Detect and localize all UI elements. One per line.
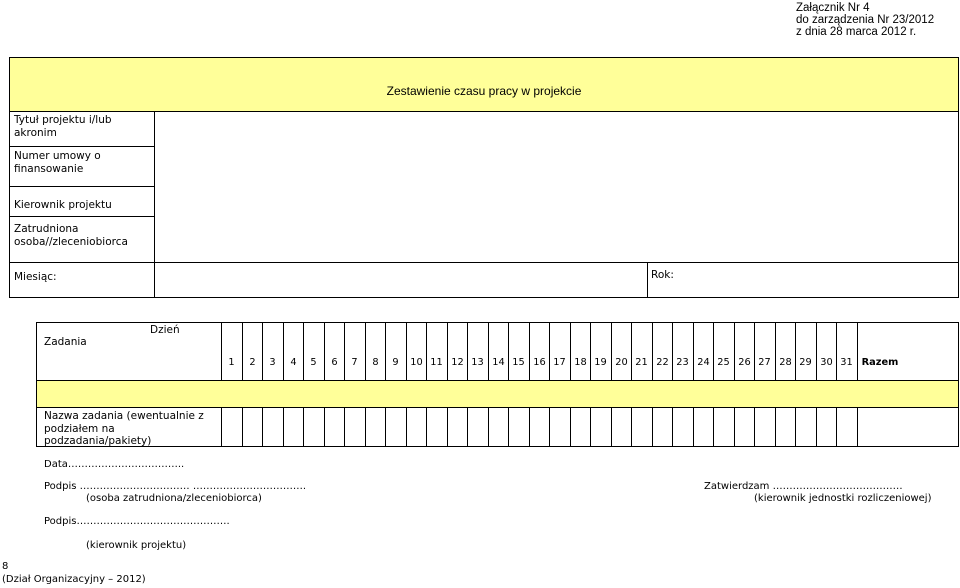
day-column-divider — [795, 322, 796, 380]
day-column-divider — [385, 407, 386, 447]
day-number-31: 31 — [840, 357, 853, 368]
project-title-label: Tytuł projektu i/lub akronim — [14, 114, 112, 139]
day-column-divider — [385, 322, 386, 380]
day-column-divider — [324, 322, 325, 380]
date-line: Data…………………………….. — [44, 459, 185, 470]
day-column-divider — [631, 407, 632, 447]
tasks-header: Zadania — [44, 336, 87, 348]
day-column-divider — [836, 322, 837, 380]
day-column-divider — [693, 407, 694, 447]
day-number-10: 10 — [410, 357, 423, 368]
day-number-9: 9 — [392, 357, 399, 368]
day-column-divider — [590, 322, 591, 380]
day-column-divider — [406, 322, 407, 380]
day-column-divider — [344, 322, 345, 380]
day-column-divider — [836, 407, 837, 447]
day-column-divider — [734, 407, 735, 447]
year-label: Rok: — [651, 269, 674, 281]
day-column-divider — [488, 322, 489, 380]
day-column-divider — [467, 322, 468, 380]
day-column-divider — [262, 407, 263, 447]
day-column-divider — [754, 322, 755, 380]
attachment-line-1: Załącznik Nr 4 — [796, 2, 870, 14]
day-number-17: 17 — [553, 357, 566, 368]
day-column-divider — [283, 407, 284, 447]
day-number-2: 2 — [249, 357, 256, 368]
day-column-divider — [426, 322, 427, 380]
signature-manager-caption: (kierownik projektu) — [86, 540, 187, 551]
day-column-divider — [365, 407, 366, 447]
day-column-divider — [611, 322, 612, 380]
day-column-divider — [242, 322, 243, 380]
day-number-7: 7 — [351, 357, 358, 368]
day-number-25: 25 — [717, 357, 730, 368]
day-number-4: 4 — [290, 357, 297, 368]
day-column-divider — [303, 407, 304, 447]
day-column-divider — [672, 407, 673, 447]
attachment-line-2: do zarządzenia Nr 23/2012 — [796, 14, 935, 26]
day-column-divider — [693, 322, 694, 380]
day-column-divider — [324, 407, 325, 447]
day-column-divider — [631, 322, 632, 380]
day-number-26: 26 — [738, 357, 751, 368]
day-column-divider — [303, 322, 304, 380]
day-number-3: 3 — [269, 357, 276, 368]
day-number-22: 22 — [656, 357, 669, 368]
project-manager-label: Kierownik projektu — [14, 199, 112, 211]
total-header: Razem — [861, 357, 899, 368]
day-column-divider — [775, 322, 776, 380]
day-column-divider — [529, 322, 530, 380]
day-number-24: 24 — [697, 357, 710, 368]
day-column-divider — [754, 407, 755, 447]
day-column-divider — [672, 322, 673, 380]
day-column-divider — [242, 407, 243, 447]
day-number-1: 1 — [228, 357, 235, 368]
day-column-divider — [652, 407, 653, 447]
day-column-divider — [570, 322, 571, 380]
day-column-divider — [713, 322, 714, 380]
day-column-divider — [283, 322, 284, 380]
day-number-8: 8 — [372, 357, 379, 368]
day-number-16: 16 — [533, 357, 546, 368]
day-column-divider — [816, 407, 817, 447]
page-number: 8 — [2, 561, 9, 572]
day-number-23: 23 — [676, 357, 689, 368]
day-column-divider — [344, 407, 345, 447]
day-column-divider — [816, 322, 817, 380]
signature-employee-caption: (osoba zatrudniona/zleceniobiorca) — [86, 493, 262, 504]
day-number-19: 19 — [594, 357, 607, 368]
page-title: Zestawienie czasu pracy w projekcie — [386, 84, 582, 98]
department-footer: (Dział Organizacyjny – 2012) — [2, 574, 146, 585]
day-column-divider — [447, 407, 448, 447]
day-number-27: 27 — [758, 357, 771, 368]
contract-number-label: Numer umowy o finansowanie — [14, 150, 101, 175]
title-box — [9, 57, 959, 112]
day-column-divider — [508, 407, 509, 447]
day-number-6: 6 — [331, 357, 338, 368]
day-number-11: 11 — [430, 357, 443, 368]
employee-label: Zatrudniona osoba//zleceniobiorca — [14, 223, 128, 248]
day-number-29: 29 — [799, 357, 812, 368]
day-column-divider — [426, 407, 427, 447]
day-number-21: 21 — [635, 357, 648, 368]
day-column-divider — [549, 322, 550, 380]
signature-manager: Podpis………………………………………. — [44, 516, 230, 527]
day-column-divider — [262, 322, 263, 380]
day-number-14: 14 — [492, 357, 505, 368]
day-column-divider — [365, 322, 366, 380]
day-number-30: 30 — [820, 357, 833, 368]
day-number-15: 15 — [512, 357, 525, 368]
day-number-28: 28 — [779, 357, 792, 368]
day-column-divider — [611, 407, 612, 447]
approval-line: Zatwierdzam ………………………………… — [704, 481, 903, 492]
day-column-divider — [734, 322, 735, 380]
day-column-divider — [590, 407, 591, 447]
task-row-label: Nazwa zadania (ewentualnie z podziałem na podzadania/pakiety) — [44, 410, 204, 447]
day-column-divider — [467, 407, 468, 447]
day-column-divider — [508, 322, 509, 380]
day-column-divider — [775, 407, 776, 447]
day-header: Dzień — [150, 324, 180, 336]
day-number-20: 20 — [615, 357, 628, 368]
signature-employee: Podpis …………………………… ……………………………. — [44, 481, 307, 492]
day-number-5: 5 — [310, 357, 317, 368]
day-column-divider — [447, 322, 448, 380]
day-column-divider — [713, 407, 714, 447]
attachment-header — [796, 2, 934, 38]
attachment-line-3: z dnia 28 marca 2012 r. — [796, 26, 917, 38]
day-column-divider — [488, 407, 489, 447]
day-column-divider — [570, 407, 571, 447]
day-column-divider — [795, 407, 796, 447]
day-number-18: 18 — [574, 357, 587, 368]
day-column-divider — [857, 407, 858, 447]
month-label: Miesiąc: — [14, 271, 57, 283]
day-column-divider — [857, 322, 858, 380]
day-number-13: 13 — [471, 357, 484, 368]
day-column-divider — [652, 322, 653, 380]
approval-caption: (kierownik jednostki rozliczeniowej) — [754, 493, 932, 504]
day-number-12: 12 — [451, 357, 464, 368]
day-column-divider — [549, 407, 550, 447]
day-column-divider — [406, 407, 407, 447]
day-column-divider — [529, 407, 530, 447]
